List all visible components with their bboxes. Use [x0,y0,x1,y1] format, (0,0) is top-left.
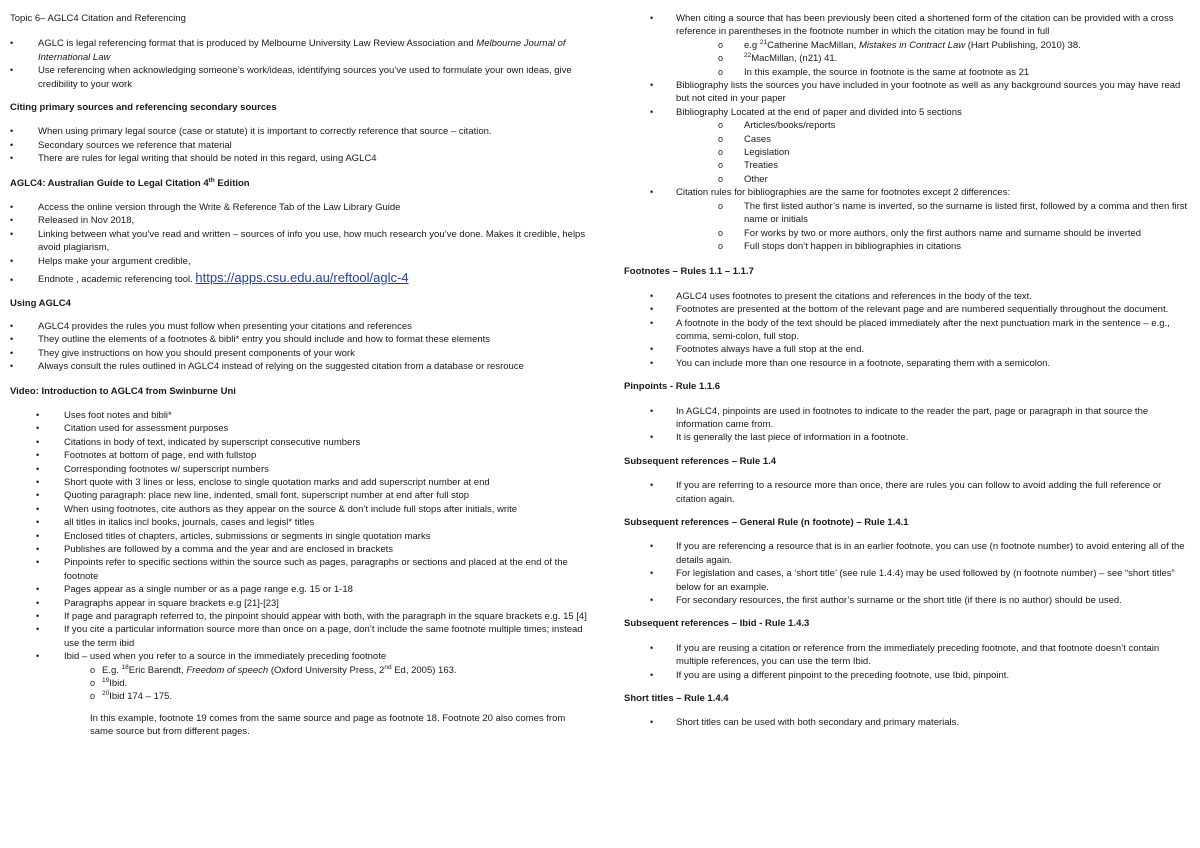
bullet-icon: • [10,153,14,164]
list-item: • Released in Nov 2018, [10,215,135,227]
list-item: • Citation rules for bibliographies are the same for footnotes except 2 differences: o The first listed author’s name is inverted, so the surname is listed first, followed by a comma and then first name or initials o For works by two or more authors, only the first authors name and surname should be inverted o Full stops don’t happen in bibliographies in citations [624,186,1190,253]
intro-list [10,37,588,91]
list-item: • Ibid – used when you refer to a source in the immediately preceding footnote o E.g. $^{18}$Eric Barendt, Freedom of speech (Oxford University Press, 2nd Ed, 2005) 163. o $^{19}$Ibid. o $^{20}$Ibid 174 – 175. [10,650,588,704]
aglc-list [10,201,588,286]
bullet-icon: • [10,361,14,372]
bullet-icon: • [36,530,40,541]
subsequent-list [624,479,1190,506]
list-item: o $^{22}$MacMillan, (n21) 41. [718,52,838,65]
bullet-icon: • [10,215,14,226]
bullet-icon: • [650,13,654,23]
cross-ref-example-list [624,39,1190,79]
bullet-icon: • [10,347,14,358]
circle-bullet-icon: o [718,200,724,211]
list-item: • You can include more than one resource in a footnote, separating them with a semicolon. [650,357,1051,369]
circle-bullet-icon: o [718,53,724,64]
circle-bullet-icon: o [718,240,724,251]
topic-title: Topic 6– AGLC4 Citation and Referencing [10,13,186,24]
bullet-icon: • [10,65,14,76]
circle-bullet-icon: o [90,691,96,702]
list-item: o Treaties [718,160,778,172]
bullet-icon: • [36,544,40,554]
bullet-icon: • [10,228,14,239]
bullet-icon: • [650,405,654,416]
list-item: • Access the online version through the Write & Reference Tab of the Law Library Guide [10,202,401,214]
bullet-icon: • [650,317,654,328]
short-titles-list [624,716,1190,729]
section-heading-general-rule: Subsequent references – General Rule (n footnote) – Rule 1.4.1 [624,517,909,528]
list-item: • Short titles can be used with both secondary and primary materials. [650,717,960,729]
bullet-icon: • [36,409,40,420]
list-item: • Bibliography Located at the end of paper and divided into 5 sections o Articles/books/reports o Cases o Legislation o Treaties o Other [624,106,1190,186]
general-rule-list [624,540,1190,607]
bullet-icon: • [650,642,654,653]
list-item: • Enclosed titles of chapters, articles, submissions or segments in single quotation marks [36,530,431,542]
circle-bullet-icon: o [718,133,724,144]
list-item: • AGLC is legal referencing format that is produced by Melbourne University Law Review Association and Melbourne Journal of International Law [10,38,566,63]
section-heading-subsequent: Subsequent references – Rule 1.4 [624,455,777,467]
video-list [10,409,588,704]
list-item: • When using primary legal source (case or statute) it is important to correctly reference that source – citation. [10,126,492,138]
bullet-icon: • [650,669,654,680]
bullet-icon: • [650,304,654,315]
list-item: • For secondary resources, the first author’s surname or the short title (if there is no author) should be used. [650,595,1122,607]
circle-bullet-icon: o [718,147,724,158]
list-item: • There are rules for legal writing that should be noted in this regard, using AGLC4 [10,153,377,165]
bullet-icon: • [650,432,654,443]
list-item: • Pinpoints refer to specific sections within the source such as pages, paragraphs or sections and placed at the end of the footnote [36,557,568,582]
list-item: o e.g $^{21}$Catherine MacMillan, Mistakes in Contract Law (Hart Publishing, 2010) 38. [718,38,1081,51]
bullet-icon: • [10,255,14,266]
bibliography-sections-list [624,119,1190,186]
using-list [10,320,588,374]
list-item: • Corresponding footnotes w/ superscript numbers [36,463,269,475]
list-item: • If you are using a different pinpoint to the preceding footnote, use Ibid, pinpoint. [650,669,1010,681]
list-item: o In this example, the source in footnote is the same at footnote as 21 [718,66,1030,78]
circle-bullet-icon: o [90,678,96,689]
bullet-icon: • [36,517,40,528]
bullet-icon: • [650,541,654,552]
circle-bullet-icon: o [718,173,724,184]
citing-list [10,125,588,165]
list-item: • AGLC4 provides the rules you must follow when presenting your citations and references [10,320,412,332]
circle-bullet-icon: o [718,120,724,131]
list-item: • Secondary sources we reference that material [10,139,232,151]
list-item: o $^{20}$Ibid 174 – 175. [90,690,173,703]
circle-bullet-icon: o [718,39,724,50]
list-item: • Helps make your argument credible, [10,255,191,267]
right-column [624,12,1190,730]
list-item: o E.g. $^{18}$Eric Barendt, Freedom of speech (Oxford University Press, 2nd Ed, 2005) 163. [90,663,457,676]
list-item: o Full stops don’t happen in bibliographies in citations [718,240,962,252]
ibid-example-list [10,664,588,704]
left-column [10,12,588,739]
bullet-icon: • [650,480,654,491]
bullet-icon: • [650,290,654,301]
citation-list [624,12,1190,253]
list-item: • Bibliography lists the sources you have included in your footnote as well as any background sources you may have read but not cited in your paper [650,80,1181,105]
section-heading-ibid: Subsequent references – Ibid - Rule 1.4.3 [624,618,810,630]
list-item: • Citations in body of text, indicated by superscript consecutive numbers [36,436,361,448]
bullet-icon: • [650,187,654,198]
list-item: • Citation used for assessment purposes [36,423,229,435]
ibid-rule-list [624,642,1190,682]
bullet-icon: • [650,357,654,368]
list-item: • A footnote in the body of the text should be placed immediately after the next punctuation mark in the sentence – e.g., comma, semi-colon, full stop. [650,317,1170,342]
bullet-icon: • [36,597,40,608]
reftool-link[interactable]: https://apps.csu.edu.au/reftool/aglc-4 [195,270,409,286]
section-heading-video: Video: Introduction to AGLC4 from Swinburne Uni [10,385,236,397]
bullet-icon: • [36,557,40,568]
list-item: • If you are referring to a resource more than once, there are rules you can follow to avoid adding the full reference or citation again. [650,480,1162,505]
bullet-icon: • [10,126,14,137]
bullet-icon: • [36,503,40,514]
list-item: • If you are reusing a citation or reference from the immediately preceding footnote, and that footnote doesn’t contain multiple references, you can use the term Ibid. [650,642,1160,668]
bullet-icon: • [650,568,654,579]
list-item: • They outline the elements of a footnotes & bibli* entry you should include and how to format these elements [10,334,491,346]
ibid-example-note: In this example, footnote 19 comes from the same source and page as footnote 18. Footnote 20 also comes from same source but from different pages. [90,712,566,738]
list-item: • When citing a source that has been previously been cited a shortened form of the citation can be provided with a cross reference in parentheses in the footnote number in which the citation may be found in full o e.g $^{21}$Catherine MacMillan, Mistakes in Contract Law (Hart Publishing, 2010) 38. o $^{22}$MacMillan, (n21) 41. o In this example, the source in footnote is the same at footnote as 21 [624,12,1190,79]
list-item: • Footnotes are presented at the bottom of the relevant page and are numbered sequentially throughout the document. [650,304,1169,316]
bullet-icon: • [36,476,40,487]
section-heading-pinpoints: Pinpoints - Rule 1.1.6 [624,381,721,393]
bullet-icon: • [650,344,654,355]
bullet-icon: • [650,106,654,117]
list-item: o $^{19}$Ibid. [90,677,128,690]
list-item: • Paragraphs appear in square brackets e.g [21]-[23] [36,597,279,609]
section-heading-footnotes: Footnotes – Rules 1.1 – 1.1.7 [624,266,754,278]
bullet-icon: • [650,80,654,91]
section-heading-using: Using AGLC4 [10,297,71,309]
list-item: • If page and paragraph referred to, the pinpoint should appear with both, with the paragraph in the square brackets e.g. 15 [4] [36,611,587,623]
list-item: • all titles in italics incl books, journals, cases and legisl* titles [36,517,315,529]
bullet-icon: • [36,463,40,474]
citation-rules-list [624,200,1190,254]
circle-bullet-icon: o [718,160,724,171]
list-item: • It is generally the last piece of information in a footnote. [650,432,909,444]
bullet-icon: • [36,651,40,662]
list-item: • Footnotes at bottom of page, end with fullstop [36,450,257,462]
footnotes-list [624,290,1190,370]
list-item: • If you cite a particular information source more than once on a page, don’t include the same footnote multiple times; instead use the term ibid [36,624,583,649]
list-item: • If you are referencing a resource that is in an earlier footnote, you can use (n footnote number) to avoid entering all of the details again. [650,541,1185,566]
bullet-icon: • [36,423,40,434]
list-item: o Articles/books/reports [718,120,836,132]
bullet-icon: • [10,275,14,286]
bullet-icon: • [10,320,14,331]
bullet-icon: • [650,717,654,728]
bullet-icon: • [10,139,14,150]
section-heading-citing: Citing primary sources and referencing secondary sources [10,102,277,114]
list-item: o The first listed author’s name is inverted, so the surname is listed first, followed by a comma and then first name or initials [718,200,1188,226]
list-item: • Pages appear as a single number or as a page range e.g. 15 or 1-18 [36,584,353,596]
bullet-icon: • [36,490,40,501]
list-item: o Legislation [718,147,790,159]
bullet-icon: • [650,595,654,606]
pinpoints-list [624,405,1190,445]
list-item: o For works by two or more authors, only the first authors name and surname should be inverted [718,227,1142,239]
circle-bullet-icon: o [90,664,96,675]
bullet-icon: • [36,450,40,461]
list-item: • AGLC4 uses footnotes to present the citations and references in the body of the text. [650,290,1032,302]
bullet-icon: • [10,334,14,345]
list-item: • Linking between what you’ve read and written – sources of info you use, how much research you’ve done. Makes it credible, helps avoid plagiarism, [10,228,586,254]
circle-bullet-icon: o [718,66,724,77]
bullet-icon: • [36,436,40,447]
bullet-icon: • [36,584,40,595]
list-item: • They give instructions on how you should present components of your work [10,347,355,359]
list-item: • Publishes are followed by a comma and the year and are enclosed in brackets [36,544,393,555]
bullet-icon: • [36,611,40,622]
section-heading-aglc: AGLC4: Australian Guide to Legal Citation 4th Edition [10,176,250,189]
list-item: • In AGLC4, pinpoints are used in footnotes to indicate to the reader the part, page or paragraph in that source the information came from. [650,405,1149,430]
list-item: • Footnotes always have a full stop at the end. [650,344,865,356]
list-item: • For legislation and cases, a ‘short title’ (see rule 1.4.4) may be used followed by (n footnote number) – see “short titles” below for an example. [650,568,1175,593]
list-item: • When using footnotes, cite authors as they appear on the source & don’t include full stops after initials, write [36,503,518,515]
list-item: • Always consult the rules outlined in AGLC4 instead of relying on the suggested citation from a database or resrouce [10,361,524,373]
bullet-icon: • [36,624,40,635]
list-item: o Other [718,173,768,185]
section-heading-short-titles: Short titles – Rule 1.4.4 [624,693,729,705]
list-item: o Cases [718,133,771,145]
circle-bullet-icon: o [718,227,724,238]
bullet-icon: • [10,38,14,49]
list-item: • Uses foot notes and bibli* [36,409,172,421]
list-item: • Quoting paragraph: place new line, indented, small font, superscript number at end after full stop [36,490,470,502]
list-item: • Short quote with 3 lines or less, enclose to single quotation marks and add superscript number at end [36,476,490,488]
bullet-icon: • [10,202,14,213]
list-item: • Endnote , academic referencing tool. https://apps.csu.edu.au/reftool/aglc-4 [10,271,588,286]
list-item: • Use referencing when acknowledging someone’s work/ideas, identifying sources you’ve used to formulate your own ideas, give credibility to your work [10,65,572,90]
